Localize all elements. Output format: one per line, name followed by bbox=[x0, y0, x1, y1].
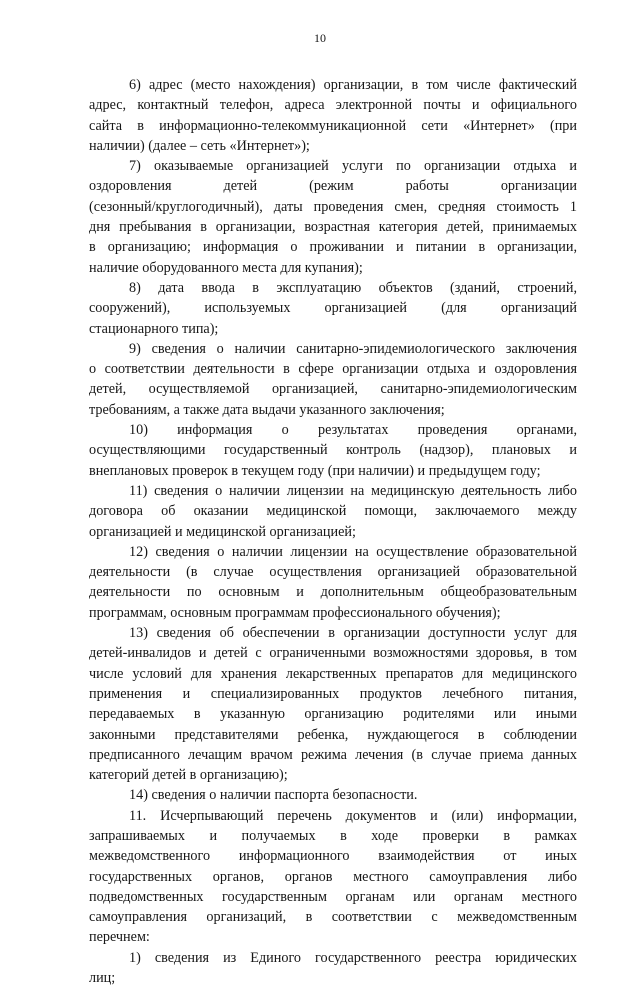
text-line: передаваемых в указанную организацию родителями или иными bbox=[89, 706, 577, 723]
text-line: категорий детей в организацию); bbox=[89, 767, 288, 784]
text-line: 7) оказываемые организацией услуги по организации отдыха и bbox=[129, 158, 577, 175]
page-number: 10 bbox=[314, 31, 326, 45]
text-line: 11) сведения о наличии лицензии на медицинскую деятельность либо bbox=[129, 482, 577, 499]
text-line: подведомственных государственным органам или органам местного bbox=[89, 888, 577, 905]
text-line: законными представителями ребенка, нуждающегося в соблюдении bbox=[89, 726, 577, 743]
text-line: применения и специализированных продуктов лечебного питания, bbox=[89, 685, 577, 702]
text-line: организацией и медицинской организацией; bbox=[89, 523, 356, 540]
text-line: детей-инвалидов и детей с ограниченными возможностями здоровья, в том bbox=[89, 645, 577, 662]
text-line: 12) сведения о наличии лицензии на осуществление образовательной bbox=[129, 543, 577, 560]
text-line: оздоровления детей (режим работы организации bbox=[89, 178, 577, 195]
text-line: наличии) (далее – сеть «Интернет»); bbox=[89, 137, 310, 154]
text-line: (сезонный/круглогодичный), даты проведения смен, средняя стоимость 1 bbox=[89, 198, 577, 215]
text-line: 6) адрес (место нахождения) организации, в том числе фактический bbox=[129, 77, 577, 93]
text-line: деятельности по основным и дополнительным общеобразовательным bbox=[89, 584, 577, 601]
text-line: лиц; bbox=[89, 970, 116, 987]
text-line: детей, осуществляемой организацией, санитарно-эпидемиологическим bbox=[89, 381, 577, 398]
text-line: в организацию; информация о проживании и питании в организации, bbox=[89, 239, 577, 256]
text-line: самоуправления организаций, в соответствии с межведомственным bbox=[89, 909, 577, 926]
text-line: перечнем: bbox=[89, 929, 150, 946]
text-line: 10) информация о результатах проведения органами, bbox=[129, 422, 577, 439]
text-line: договора об оказании медицинской помощи, заключаемого между bbox=[89, 503, 577, 520]
text-line: числе условий для хранения лекарственных препаратов для медицинского bbox=[89, 665, 577, 682]
text-line: предписанного лечащим врачом режима лечения (в случае приема данных bbox=[89, 746, 577, 763]
text-line: межведомственного информационного взаимодействия от иных bbox=[89, 848, 577, 865]
text-line: адрес, контактный телефон, адреса электронной почты и официального bbox=[89, 97, 577, 114]
text-line: внеплановых проверок в текущем году (при наличии) и предыдущем году; bbox=[89, 462, 541, 479]
text-line: государственных органов, органов местного самоуправления либо bbox=[89, 868, 577, 885]
text-line: 9) сведения о наличии санитарно-эпидемиологического заключения bbox=[129, 340, 577, 357]
text-line: 14) сведения о наличии паспорта безопасности. bbox=[129, 787, 418, 804]
text-line: запрашиваемых и получаемых в ходе проверки в рамках bbox=[89, 827, 577, 844]
text-line: 13) сведения об обеспечении в организации доступности услуг для bbox=[129, 625, 577, 642]
text-line: деятельности (в случае осуществления организацией образовательной bbox=[89, 564, 577, 581]
text-line: стационарного типа); bbox=[89, 320, 219, 337]
text-line: осуществляющими государственный контроль (надзор), плановых и bbox=[89, 442, 577, 459]
document-body bbox=[89, 75, 577, 988]
text-line: сайта в информационно-телекоммуникационной сети «Интернет» (при bbox=[89, 117, 577, 134]
text-line: дня пребывания в организации, возрастная категория детей, принимаемых bbox=[89, 219, 577, 236]
text-line: 8) дата ввода в эксплуатацию объектов (зданий, строений, bbox=[129, 279, 577, 296]
text-line: 11. Исчерпывающий перечень документов и (или) информации, bbox=[129, 807, 577, 824]
text-line: наличие оборудованного места для купания); bbox=[89, 259, 363, 276]
text-line: сооружений), используемых организацией (для организаций bbox=[89, 300, 577, 317]
text-line: о соответствии деятельности в сфере организации отдыха и оздоровления bbox=[89, 361, 577, 378]
text-line: требованиям, а также дата выдачи указанного заключения; bbox=[89, 401, 445, 418]
text-line: 1) сведения из Единого государственного реестра юридических bbox=[129, 949, 577, 966]
text-line: программам, основным программам профессионального обучения); bbox=[89, 604, 501, 621]
